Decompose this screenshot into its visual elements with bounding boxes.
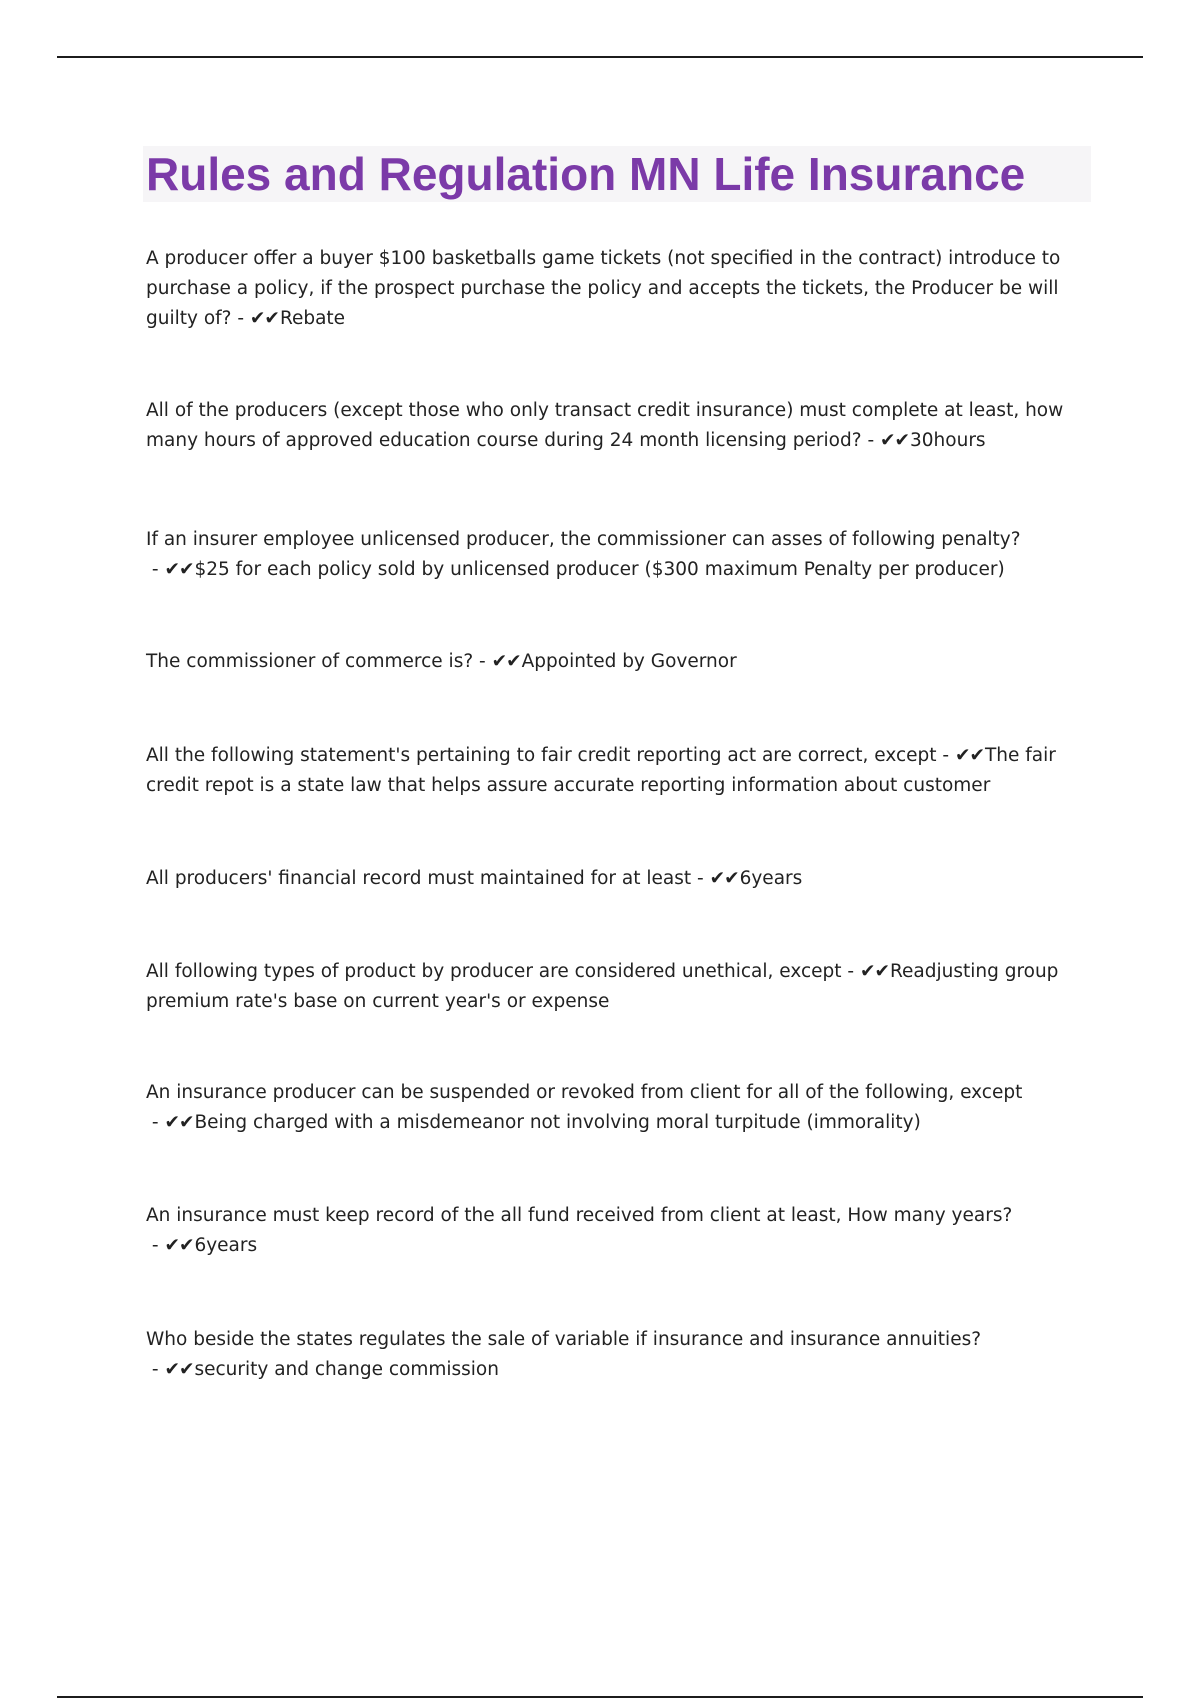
answer-text: Appointed by Governor xyxy=(521,651,737,672)
separator: - xyxy=(146,1359,165,1380)
check-icon: ✔✔ xyxy=(164,559,194,580)
answer-text: $25 for each policy sold by unlicensed producer ($300 maximum Penalty per producer) xyxy=(194,559,1005,580)
question-text: A producer offer a buyer $100 basketballs game tickets (not specified in the contract) introduce to purchase a policy, if the prospect purchase the policy and accepts the tickets, the Producer be will guilty of? xyxy=(146,248,1061,329)
qa-item xyxy=(146,1325,1096,1385)
question-text: All of the producers (except those who only transact credit insurance) must complete at least, how many hours of approved education course during 24 month licensing period? xyxy=(146,400,1064,451)
qa-item xyxy=(146,741,1096,801)
separator: - xyxy=(231,308,250,329)
qa-item xyxy=(146,1078,1096,1138)
answer-text: The fair credit repot is a state law that helps assure accurate reporting information about customer xyxy=(146,745,1056,796)
separator: - xyxy=(936,745,955,766)
answer-text: Being charged with a misdemeanor not involving moral turpitude (immorality) xyxy=(194,1112,921,1133)
qa-item xyxy=(146,647,1096,677)
separator: - xyxy=(473,651,492,672)
answer-text: 30hours xyxy=(910,430,986,451)
qa-item xyxy=(146,957,1096,1017)
qa-item xyxy=(146,525,1096,585)
qa-item xyxy=(146,1201,1096,1261)
qa-item xyxy=(146,864,1096,894)
check-icon: ✔✔ xyxy=(859,961,889,982)
separator: - xyxy=(841,961,860,982)
answer-text: security and change commission xyxy=(194,1359,499,1380)
check-icon: ✔✔ xyxy=(164,1235,194,1256)
check-icon: ✔✔ xyxy=(880,430,910,451)
answer-text: 6years xyxy=(739,868,803,889)
question-text: Who beside the states regulates the sale of variable if insurance and insurance annuities? xyxy=(146,1329,982,1350)
page-title: Rules and Regulation MN Life Insurance xyxy=(146,148,1026,200)
check-icon: ✔✔ xyxy=(709,868,739,889)
answer-text: 6years xyxy=(194,1235,258,1256)
answer-text: Rebate xyxy=(279,308,346,329)
separator: - xyxy=(146,1235,165,1256)
bottom-rule xyxy=(57,1696,1143,1698)
separator: - xyxy=(146,559,165,580)
top-rule xyxy=(57,56,1143,58)
question-text: An insurance must keep record of the all fund received from client at least, How many years? xyxy=(146,1205,1013,1226)
question-text: An insurance producer can be suspended or revoked from client for all of the following, except xyxy=(146,1082,1023,1103)
question-text: The commissioner of commerce is? xyxy=(146,651,474,672)
check-icon: ✔✔ xyxy=(164,1112,194,1133)
question-text: All producers' financial record must maintained for at least xyxy=(146,868,692,889)
question-text: All the following statement's pertaining to fair credit reporting act are correct, except xyxy=(146,745,937,766)
check-icon: ✔✔ xyxy=(249,308,279,329)
separator: - xyxy=(146,1112,165,1133)
separator: - xyxy=(691,868,710,889)
answer-text: Readjusting group premium rate's base on current year's or expense xyxy=(146,961,1059,1012)
qa-item xyxy=(146,244,1096,334)
check-icon: ✔✔ xyxy=(491,651,521,672)
question-text: If an insurer employee unlicensed producer, the commissioner can asses of following penalty? xyxy=(146,529,1021,550)
separator: - xyxy=(861,430,880,451)
qa-item xyxy=(146,396,1096,456)
check-icon: ✔✔ xyxy=(164,1359,194,1380)
check-icon: ✔✔ xyxy=(954,745,984,766)
question-text: All following types of product by producer are considered unethical, except xyxy=(146,961,842,982)
